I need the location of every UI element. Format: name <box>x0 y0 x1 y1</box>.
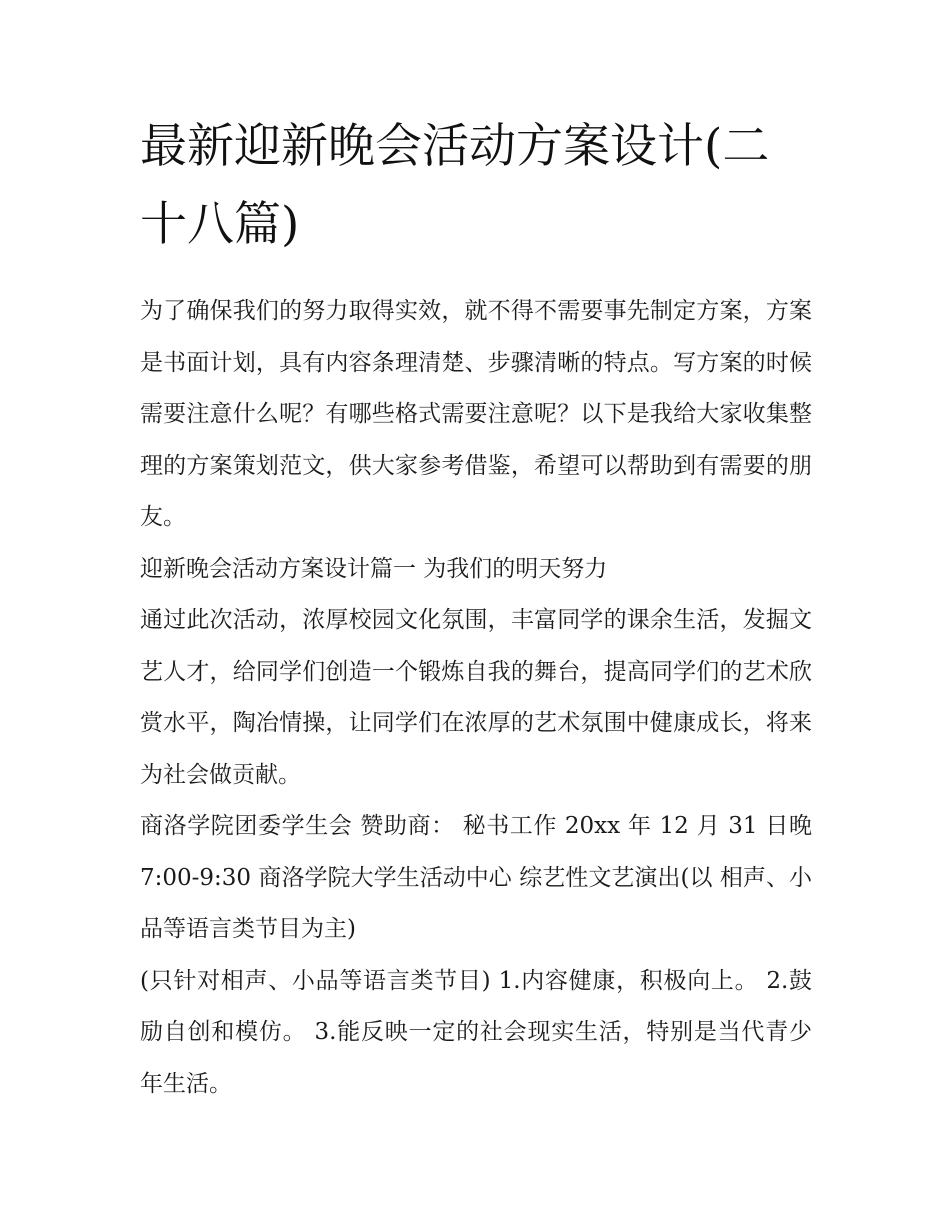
purpose-paragraph: 通过此次活动，浓厚校园文化氛围，丰富同学的课余生活，发掘文艺人才，给同学们创造一个锻炼自我的舞台，提高同学们的艺术欣赏水平，陶冶情操，让同学们在浓厚的艺术氛围中健康成长，将来为社会做贡献。 <box>140 607 812 788</box>
intro-paragraph: 为了确保我们的努力取得实效，就不得不需要事先制定方案，方案是书面计划，具有内容条理清楚、步骤清晰的特点。写方案的时候需要注意什么呢？有哪些格式需要注意呢？以下是我给大家收集整理的方案策划范文，供大家参考借鉴，希望可以帮助到有需要的朋友。 <box>140 298 812 530</box>
document-title: 最新迎新晚会活动方案设计(二十八篇) <box>140 119 770 252</box>
requirements-paragraph: (只针对相声、小品等语言类节目) 1.内容健康，积极向上。 2.鼓励自创和模仿。 3.能反映一定的社会现实生活，特别是当代青少年生活。 <box>140 967 812 1097</box>
event-info-paragraph: 商洛学院团委学生会 赞助商： 秘书工作 20xx 年 12 月 31 日晚 7:00-9:30 商洛学院大学生活动中心 综艺性文艺演出(以 相声、小品等语言类节目为主) <box>140 813 812 942</box>
document-content <box>140 108 812 1110</box>
document-body <box>140 286 812 1110</box>
section-heading: 迎新晚会活动方案设计篇一 为我们的明天努力 <box>140 555 608 582</box>
